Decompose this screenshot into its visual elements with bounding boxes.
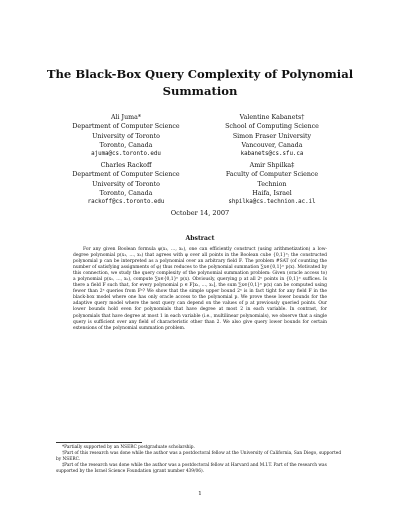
footnote-shpilka: ‡Part of the research was done while the author was a postdoctoral fellow at Harvard and M.I.T. Part of the research was supported by the Israel Science Foundation (grant number 439/06). <box>56 462 327 474</box>
abstract-heading: Abstract <box>185 235 215 242</box>
footnote-kabanets: †Part of this research was done while the author was a postdoctoral fellow at the University of California, San Diego, supported by NSERC. <box>56 450 342 462</box>
author-email: shpilka@cs.technion.ac.il <box>228 199 316 206</box>
abstract-body: For any given Boolean formula φ(x₁, …, xₙ), one can efficiently construct (using arithmetization) a low-degree polynomial p(x₁, …, xₙ) that agrees with φ over all points in the Boolean cube {0,1}ⁿ; the constructed polynomial p can be interpreted as a polynomial over an arbitrary field 𝔽. The problem #SAT (of counting the number of satisfying assignments of φ) thus reduces to the polynomial summation ∑x∈{0,1}ⁿ p(x). Motivated by this connection, we study the query complexity of the polynomial summation problem: Given (oracle access to) a polynomial p(x₁, …, xₙ), compute ∑x∈{0,1}ⁿ p(x). Obviously, querying p at all 2ⁿ points in {0,1}ⁿ suffices. Is there a field 𝔽 such that, for every polynomial p ∈ 𝔽[x₁, …, xₙ], the sum ∑x∈{0,1}ⁿ p(x) can be computed using fewer than 2ⁿ queries from 𝔽ⁿ? We show that the simple upper bound 2ⁿ is in fact tight for any field 𝔽 in the black-box model where one has only oracle access to the polynomial p. We prove these lower bounds for the adaptive query model where the next query can depend on the values of p at previously queried points. Our lower bounds hold even for polynomials that have degree at most 2 in each variable. In contrast, for polynomials that have degree at most 1 in each variable (i.e., multilinear polynomials), we observe that a single query is sufficient over any field of characteristic other than 2. We also give query lower bounds for certain extensions of the polynomial summation problem. <box>73 247 327 331</box>
author-affiliation-city: Haifa, Israel <box>252 189 292 197</box>
author-name: Valentine Kabanets† <box>239 114 305 121</box>
author-block-kabanets <box>192 113 352 159</box>
footnote-juma: *Partially supported by an NSERC postgraduate scholarship. <box>62 445 195 450</box>
paper-date: October 14, 2007 <box>170 209 230 217</box>
author-affiliation-city: Toronto, Canada <box>99 141 153 149</box>
author-block-rackoff <box>46 161 206 207</box>
page-number: 1 <box>198 491 202 497</box>
author-name: Charles Rackoff <box>100 162 152 169</box>
author-affiliation-inst: Technion <box>257 180 287 188</box>
author-affiliation-dept: Department of Computer Science <box>72 123 180 131</box>
author-block-juma <box>46 113 206 159</box>
paper-title: The Black-Box Query Complexity of Polynomial Summation <box>46 67 354 98</box>
author-name: Amir Shpilka‡ <box>249 162 295 169</box>
author-affiliation-inst: Simon Fraser University <box>232 132 312 140</box>
footnote-divider <box>56 442 142 443</box>
author-affiliation-dept: Department of Computer Science <box>72 171 180 179</box>
author-name: Ali Juma* <box>110 114 142 121</box>
footnotes <box>56 445 345 475</box>
author-affiliation-dept: Faculty of Computer Science <box>225 171 319 179</box>
author-affiliation-city: Vancouver, Canada <box>241 141 303 149</box>
author-email: rackoff@cs.toronto.edu <box>87 199 165 206</box>
author-affiliation-city: Toronto, Canada <box>99 189 153 197</box>
author-email: kabanets@cs.sfu.ca <box>240 151 304 158</box>
author-affiliation-inst: University of Toronto <box>92 180 160 188</box>
author-affiliation-inst: University of Toronto <box>92 132 160 140</box>
author-email: ajuma@cs.toronto.edu <box>91 151 161 158</box>
author-affiliation-dept: School of Computing Science <box>225 123 319 131</box>
author-block-shpilka <box>192 161 352 207</box>
